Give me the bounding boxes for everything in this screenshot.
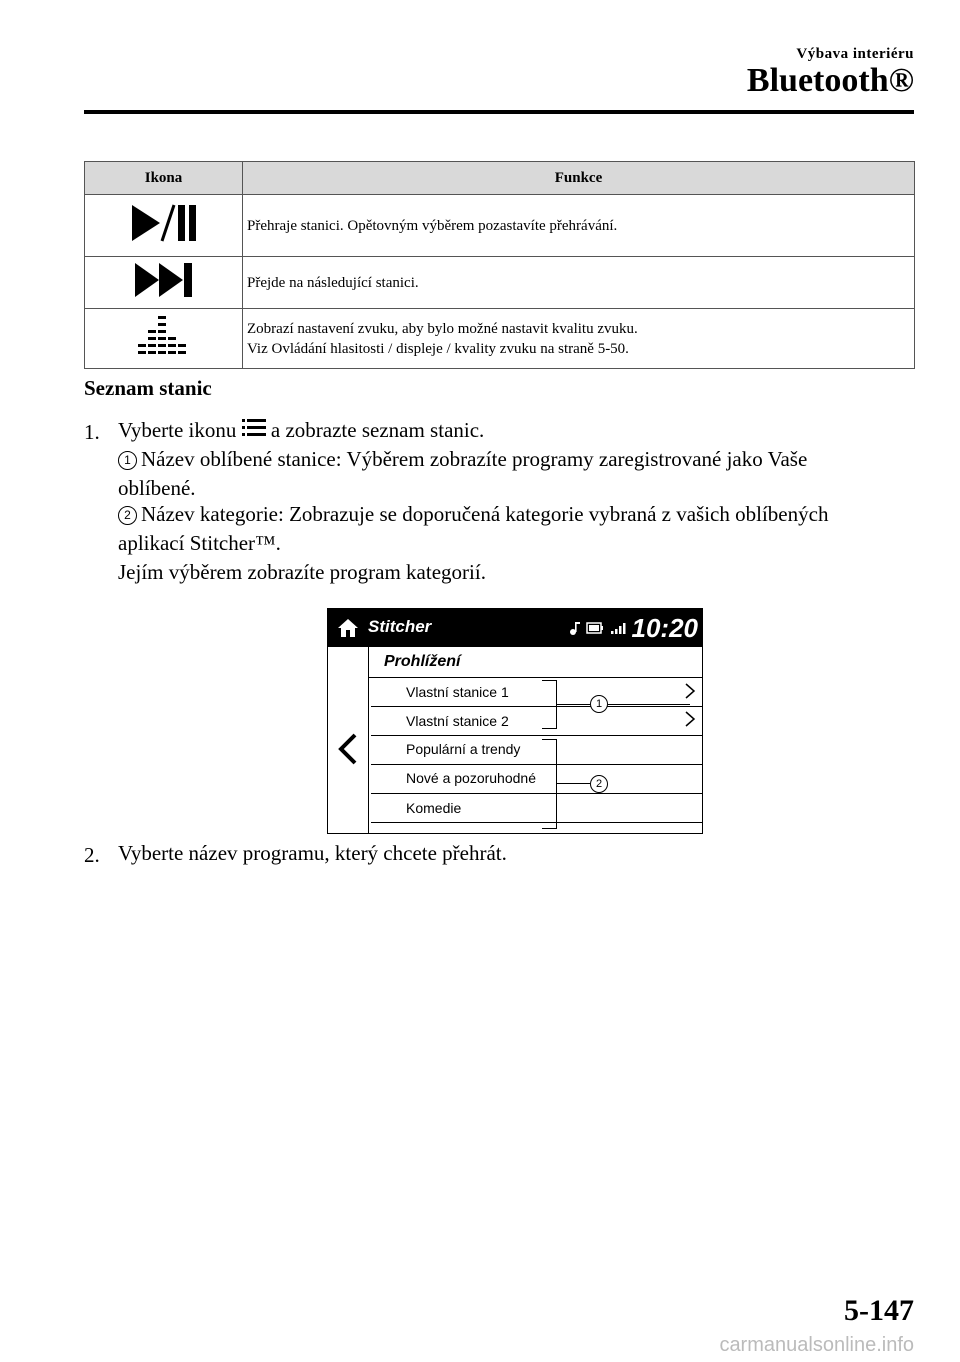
header-rule bbox=[84, 110, 914, 114]
table-row bbox=[85, 309, 915, 369]
divider bbox=[368, 677, 702, 678]
watermark-url: carmanualsonline.info bbox=[719, 1334, 914, 1356]
skip-next-icon bbox=[133, 261, 195, 299]
clock: 10:20 bbox=[631, 613, 698, 643]
list-item-category[interactable]: Populární a trendy bbox=[406, 741, 521, 757]
function-text-line: Zobrazí nastavení zvuku, aby bylo možné nastavit kvalitu zvuku. bbox=[247, 320, 638, 337]
home-icon bbox=[337, 618, 359, 638]
step-1-post: a zobrazte seznam stanic. bbox=[270, 418, 485, 442]
page-number: 5-147 bbox=[844, 1294, 914, 1327]
status-bar bbox=[328, 609, 702, 647]
note-1-line bbox=[118, 445, 807, 474]
divider bbox=[371, 706, 702, 707]
callout-1: 1 bbox=[590, 695, 608, 713]
table-row bbox=[85, 195, 915, 257]
divider bbox=[371, 822, 702, 823]
chapter-label: Výbava interiéru bbox=[796, 46, 914, 62]
table-cell-icon bbox=[85, 195, 243, 257]
play-pause-icon bbox=[128, 203, 200, 243]
list-item-category[interactable]: Komedie bbox=[406, 800, 462, 816]
list-item-favorite[interactable]: Vlastní stanice 2 bbox=[406, 713, 509, 729]
note-1 bbox=[118, 445, 807, 503]
table-header-row bbox=[85, 162, 915, 195]
section-title: Seznam stanic bbox=[84, 376, 212, 400]
stitcher-screen-illustration bbox=[327, 608, 703, 834]
note-2-line: Jejím výběrem zobrazíte program kategorií. bbox=[118, 560, 486, 584]
callout-2: 2 bbox=[590, 775, 608, 793]
callout-leader bbox=[557, 704, 590, 705]
list-icon bbox=[242, 418, 266, 438]
note-2-text: Název kategorie: Zobrazuje se doporučená kategorie vybraná z vašich oblíbených bbox=[141, 502, 829, 526]
bracket-categories bbox=[542, 739, 557, 829]
table-cell-function: Přejde na následující stanici. bbox=[243, 257, 915, 309]
callout-leader bbox=[608, 704, 690, 705]
col-header-function: Funkce bbox=[243, 162, 915, 195]
chevron-right-icon[interactable] bbox=[684, 682, 696, 700]
table-cell-function: Přehraje stanici. Opětovným výběrem pozastavíte přehrávání. bbox=[243, 195, 915, 257]
note-2-line: aplikací Stitcher™. bbox=[118, 531, 281, 555]
table-cell-icon bbox=[85, 309, 243, 369]
col-header-icon: Ikona bbox=[85, 162, 243, 195]
table-cell-icon bbox=[85, 257, 243, 309]
divider bbox=[371, 764, 702, 765]
back-arrow-icon[interactable] bbox=[337, 731, 359, 767]
app-title: Stitcher bbox=[368, 617, 432, 636]
step-number: 2. bbox=[84, 843, 100, 867]
table-cell-function bbox=[243, 309, 915, 369]
step-1-text bbox=[118, 416, 484, 445]
divider bbox=[371, 735, 702, 736]
page-title: Bluetooth® bbox=[746, 62, 914, 99]
battery-icon bbox=[586, 621, 604, 635]
signal-icon bbox=[610, 621, 628, 635]
chevron-right-icon[interactable] bbox=[684, 710, 696, 728]
step-2-text: Vyberte název programu, který chcete přehrát. bbox=[118, 841, 507, 865]
divider bbox=[371, 793, 702, 794]
icon-function-table bbox=[84, 161, 915, 369]
note-2 bbox=[118, 500, 828, 587]
table-row bbox=[85, 257, 915, 309]
callout-marker: 1 bbox=[118, 451, 137, 470]
note-1-line: oblíbené. bbox=[118, 476, 196, 500]
function-text-line: Viz Ovládání hlasitosti / displeje / kvality zvuku na straně 5-50. bbox=[247, 340, 629, 357]
bracket-favorites bbox=[542, 680, 557, 729]
note-2-line bbox=[118, 500, 828, 529]
music-note-icon bbox=[570, 621, 580, 635]
back-column[interactable] bbox=[328, 647, 369, 833]
browse-title: Prohlížení bbox=[384, 653, 461, 670]
list-item-category[interactable]: Nové a pozoruhodné bbox=[406, 770, 536, 786]
note-1-text: Název oblíbené stanice: Výběrem zobrazíte programy zaregistrované jako Vaše bbox=[141, 447, 808, 471]
step-1-pre: Vyberte ikonu bbox=[118, 418, 237, 442]
list-item-favorite[interactable]: Vlastní stanice 1 bbox=[406, 684, 509, 700]
step-number: 1. bbox=[84, 420, 100, 444]
callout-leader bbox=[557, 783, 590, 784]
callout-marker: 2 bbox=[118, 506, 137, 525]
equalizer-icon bbox=[136, 314, 192, 358]
